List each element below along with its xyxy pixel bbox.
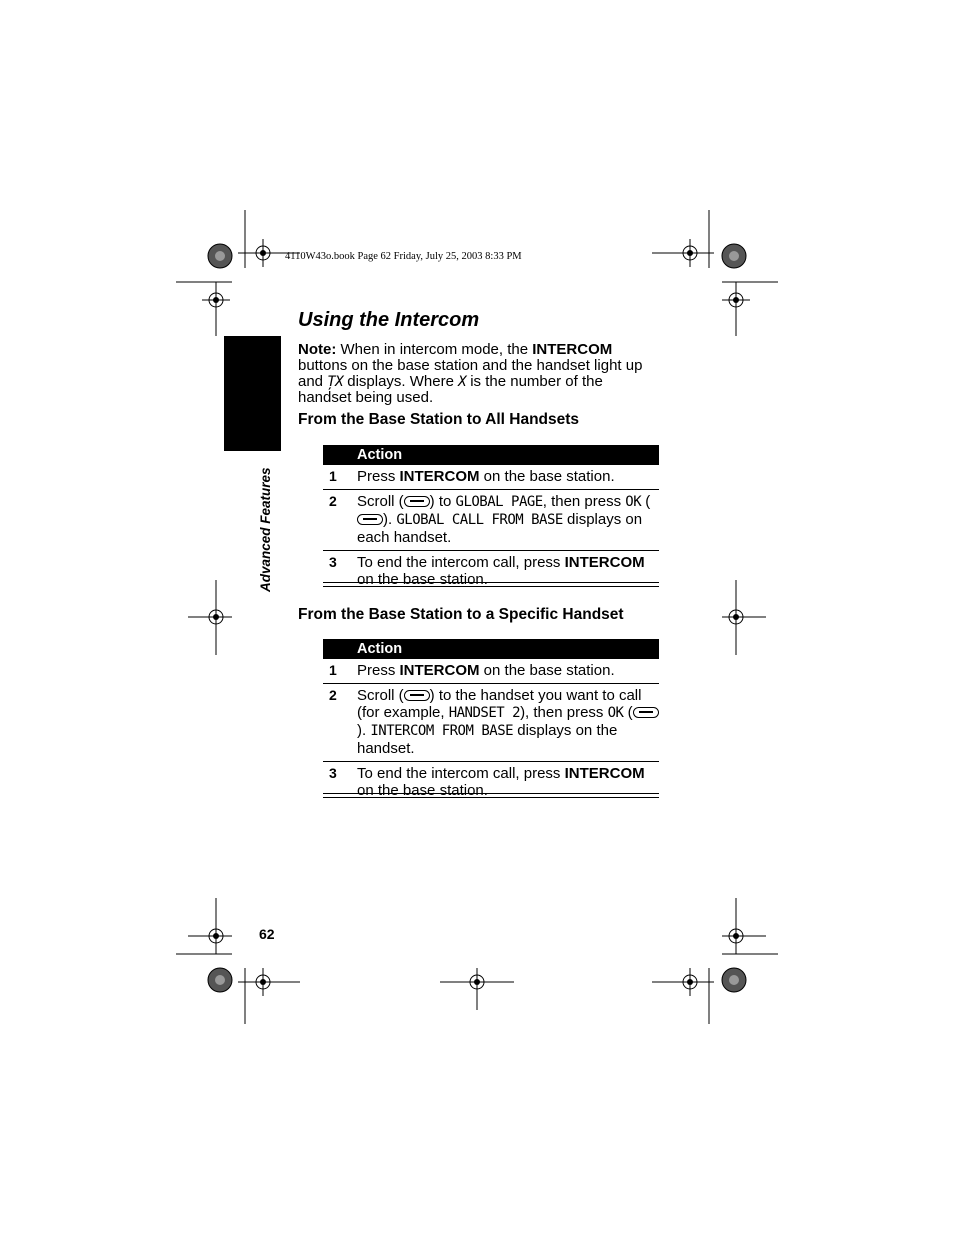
table-row: 2 Scroll ( ) to the handset you want to call (for example, HANDSET 2), then press OK (). INTERCOM FROM BASE displays on the handset. [323, 684, 659, 762]
note-text: buttons on the base station and the handset light up and [298, 357, 643, 390]
intercom-handset-icon: ȚX [327, 374, 344, 390]
note-paragraph [298, 342, 660, 406]
section2-heading: From the Base Station to a Specific Handset [298, 606, 624, 623]
intercom-keyword: INTERCOM [532, 341, 613, 358]
action-header: Action [357, 445, 659, 465]
table-row: 2 Scroll ( ) to GLOBAL PAGE, then press OK (). GLOBAL CALL FROM BASE displays on each handset. [323, 490, 659, 551]
x-symbol: X [458, 374, 467, 390]
section1-heading: From the Base Station to All Handsets [298, 411, 580, 428]
section1-table [323, 445, 659, 592]
ok-key-icon [357, 514, 383, 525]
scroll-key-icon [404, 496, 430, 507]
table-end-rule [323, 793, 659, 798]
section-tab [224, 336, 281, 451]
table-row: 3 To end the intercom call, press INTERCOM on the base station. [323, 551, 659, 593]
table-row: 1 Press INTERCOM on the base station. [329, 662, 615, 679]
page-number: 62 [259, 926, 275, 942]
note-label: Note: [298, 341, 337, 358]
action-header: Action [357, 639, 659, 659]
section2-table [323, 639, 659, 803]
note-text: displays. Where [343, 373, 459, 390]
table-row: 1 Press INTERCOM on the base station. [329, 468, 615, 485]
page-title: Using the Intercom [298, 309, 480, 331]
scroll-key-icon [404, 690, 430, 701]
side-label: Advanced Features [258, 467, 273, 592]
note-text: When in intercom mode, the [336, 341, 533, 358]
print-header: 4110W43o.book Page 62 Friday, July 25, 2003 8:33 PM [285, 251, 522, 262]
ok-key-icon [633, 707, 659, 718]
table-end-rule [323, 582, 659, 587]
note-text: is the number of the handset being used. [298, 373, 603, 406]
table-row: 3 To end the intercom call, press INTERCOM on the base station. [323, 762, 659, 804]
